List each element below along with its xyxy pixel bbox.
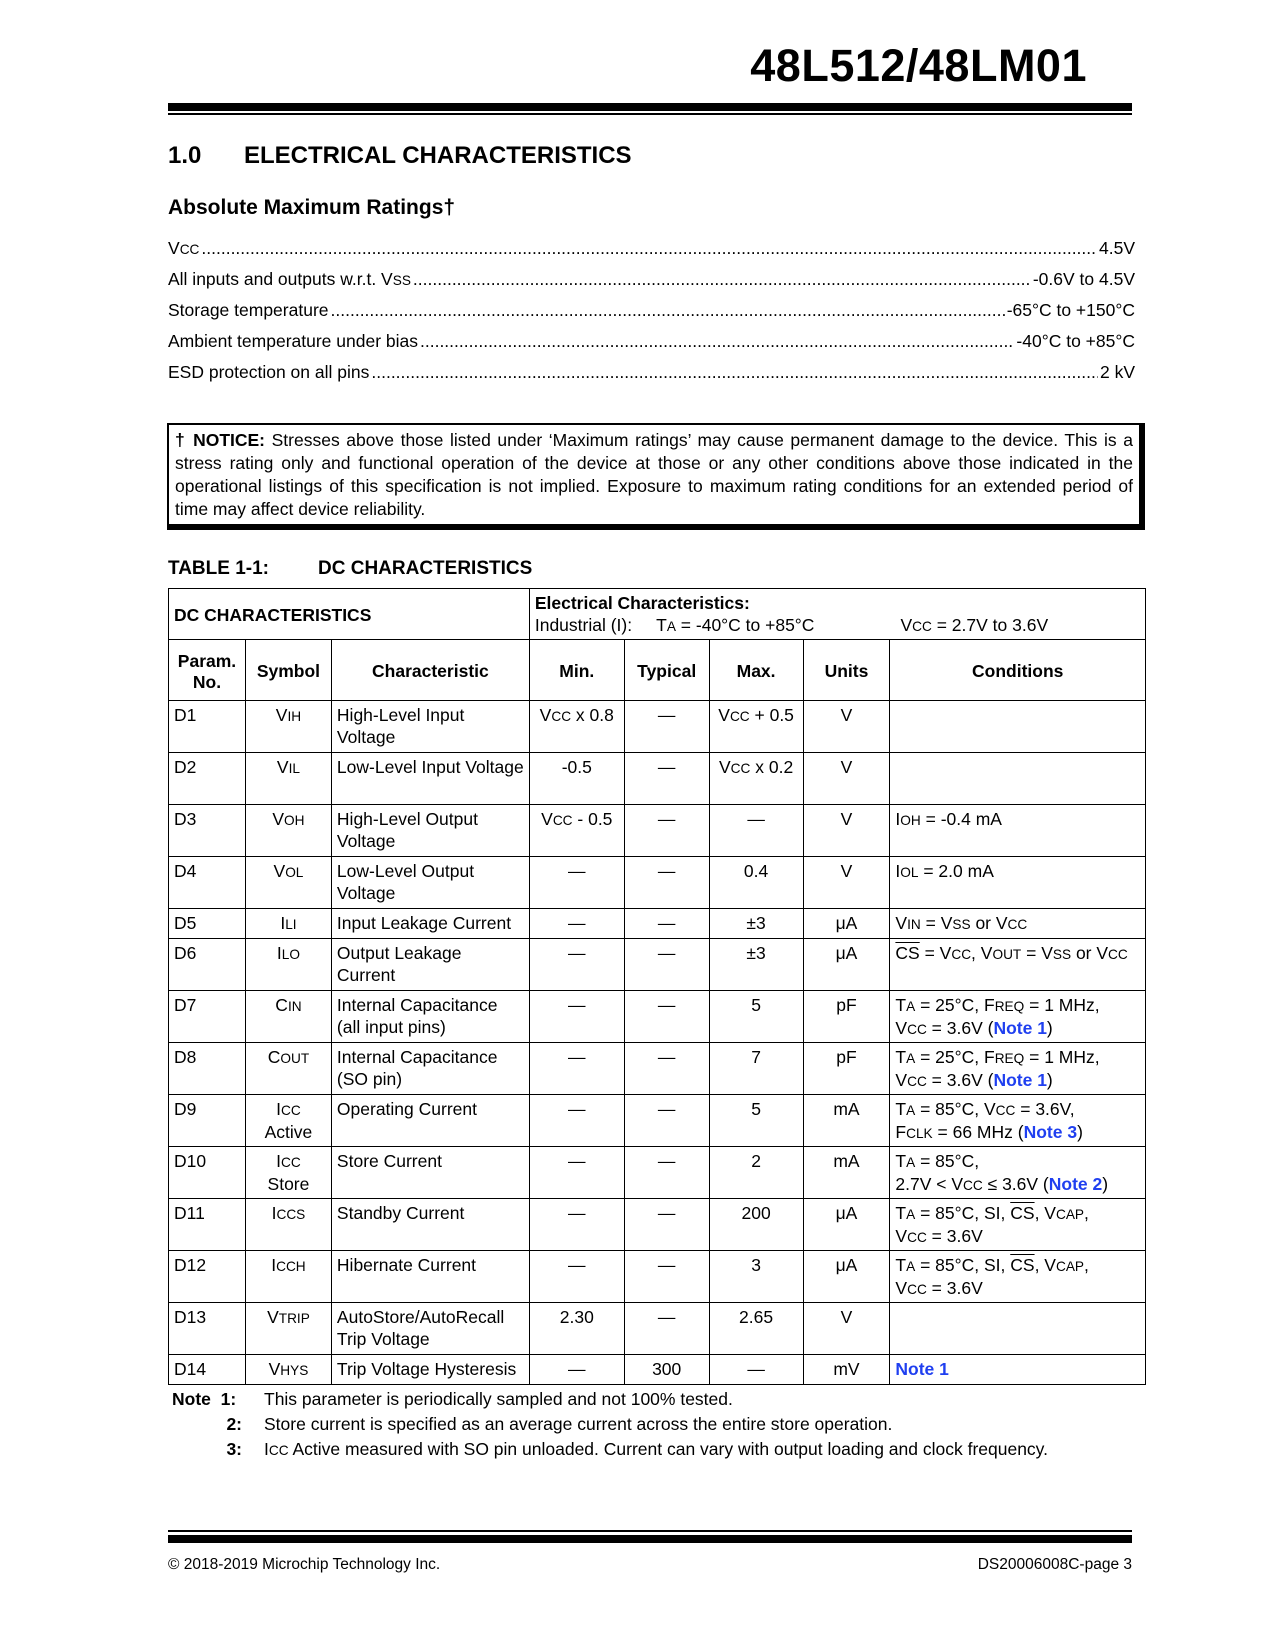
col-max: Max. xyxy=(709,640,803,701)
table-row: D7 CIN Internal Capacitance (all input pins) — — 5 pF TA = 25°C, FREQ = 1 MHz, VCC = 3.6V (Note 1) xyxy=(169,991,1146,1043)
table-row: D11 ICCS Standby Current — — 200 μA TA = 85°C, SI, $\overline{CS}$, VCAP, VCC = 3.6V xyxy=(169,1199,1146,1251)
notice-box xyxy=(167,423,1145,530)
note-item xyxy=(172,1437,1048,1462)
section-number: 1.0 xyxy=(168,142,202,169)
rating-row xyxy=(168,360,1135,391)
table-row: D1 VIH High-Level Input Voltage VCC x 0.8 — VCC + 0.5 V xyxy=(169,701,1146,753)
rating-value: -40°C to +85°C xyxy=(1016,331,1135,351)
note-number: 3: xyxy=(226,1439,242,1459)
note-label: Note 1: xyxy=(172,1389,237,1409)
dot-leader xyxy=(420,329,1014,353)
col-symbol: Symbol xyxy=(245,640,331,701)
rating-label: Storage temperature xyxy=(168,300,329,320)
rating-value: -0.6V to 4.5V xyxy=(1032,269,1135,289)
rating-row xyxy=(168,329,1135,360)
note-link[interactable]: Note 1 xyxy=(993,1017,1047,1038)
table-row: D10 ICC Store Store Current — — 2 mA TA = 85°C, 2.7V < VCC ≤ 3.6V (Note 2) xyxy=(169,1147,1146,1199)
table-number: TABLE 1-1: xyxy=(168,558,269,579)
col-units: Units xyxy=(803,640,890,701)
table-row: D5 ILI Input Leakage Current — — ±3 μA VIN = VSS or VCC xyxy=(169,909,1146,939)
rating-value: 4.5V xyxy=(1099,238,1135,258)
note-item xyxy=(172,1412,1048,1437)
footer-rule-thick xyxy=(168,1535,1132,1543)
document-title: 48L512/48LM01 xyxy=(750,40,1087,91)
table-row: D3 VOH High-Level Output Voltage VCC - 0.5 — — V IOH = -0.4 mA xyxy=(169,805,1146,857)
rating-value: 2 kV xyxy=(1099,362,1135,382)
section-heading xyxy=(168,142,632,170)
table-row: D8 COUT Internal Capacitance (SO pin) — — 7 pF TA = 25°C, FREQ = 1 MHz, VCC = 3.6V (Note 1) xyxy=(169,1043,1146,1095)
table-row: D6 ILO Output Leakage Current — — ±3 μA $\overline{CS}$ = VCC, VOUT = VSS or VCC xyxy=(169,939,1146,991)
rating-label: All inputs and outputs w.r.t. VSS xyxy=(168,269,411,289)
ratings-list xyxy=(168,236,1135,391)
col-typical: Typical xyxy=(624,640,709,701)
col-characteristic: Characteristic xyxy=(331,640,529,701)
header-rule-thin xyxy=(168,113,1132,115)
table-row: D12 ICCH Hibernate Current — — 3 μA TA = 85°C, SI, $\overline{CS}$, VCAP, VCC = 3.6V xyxy=(169,1251,1146,1303)
header-rule-thick xyxy=(168,103,1132,111)
rating-row xyxy=(168,236,1135,267)
col-min: Min. xyxy=(529,640,624,701)
footer-rule-thin xyxy=(168,1530,1132,1532)
table-row: D9 ICC Active Operating Current — — 5 mA TA = 85°C, VCC = 3.6V, FCLK = 66 MHz (Note 3) xyxy=(169,1095,1146,1147)
rating-label: VCC xyxy=(168,238,200,258)
table-row: D14 VHYS Trip Voltage Hysteresis — 300 — mV Note 1 xyxy=(169,1355,1146,1385)
notice-text: Stresses above those listed under ‘Maximum ratings’ may cause permanent damage to the device. This is a stress rating only and functional operation of the device at those or any other conditions above those indicated in the operational listings of this specification is not implied. Exposure to maximum rating conditions for an extended period of time may affect device reliability. xyxy=(175,430,1133,519)
col-param: Param. No. xyxy=(169,640,246,701)
note-link[interactable]: Note 1 xyxy=(993,1069,1047,1090)
dot-leader xyxy=(331,298,1005,322)
header-left: DC CHARACTERISTICS xyxy=(169,589,530,640)
note-item xyxy=(172,1387,1048,1412)
note-text: ICC Active measured with SO pin unloaded. Current can vary with output loading and clock frequency. xyxy=(264,1439,1048,1459)
table-row: D2 VIL Low-Level Input Voltage -0.5 — VCC x 0.2 V xyxy=(169,753,1146,805)
rating-label: Ambient temperature under bias xyxy=(168,331,418,351)
note-text: This parameter is periodically sampled and not 100% tested. xyxy=(264,1389,733,1409)
note-link[interactable]: Note 3 xyxy=(1023,1121,1078,1142)
section-title: ELECTRICAL CHARACTERISTICS xyxy=(244,142,632,169)
rating-row xyxy=(168,298,1135,329)
header-right: Electrical Characteristics: Industrial (I): TA = -40°C to +85°C VCC = 2.7V to 3.6V xyxy=(529,589,1145,640)
note-text: Store current is specified as an average current across the entire store operation. xyxy=(264,1414,893,1434)
table-notes xyxy=(172,1387,1048,1462)
table-header-row xyxy=(169,589,1146,640)
rating-label: ESD protection on all pins xyxy=(168,362,370,382)
dot-leader xyxy=(371,360,1098,384)
table-row: D4 VOL Low-Level Output Voltage — — 0.4 V IOL = 2.0 mA xyxy=(169,857,1146,909)
ratings-heading: Absolute Maximum Ratings† xyxy=(168,196,456,219)
notice-label: † NOTICE: xyxy=(175,430,266,450)
note-number: 2: xyxy=(226,1414,242,1434)
rating-value: -65°C to +150°C xyxy=(1006,300,1135,320)
table-row: D13 VTRIP AutoStore/AutoRecall Trip Voltage 2.30 — 2.65 V xyxy=(169,1303,1146,1355)
note-link[interactable]: Note 1 xyxy=(895,1359,949,1379)
column-header-row xyxy=(169,640,1146,701)
table-title: DC CHARACTERISTICS xyxy=(318,558,533,579)
table-caption xyxy=(168,558,532,580)
footer-page-number: DS20006008C-page 3 xyxy=(977,1556,1132,1573)
col-conditions: Conditions xyxy=(890,640,1146,701)
dot-leader xyxy=(413,267,1031,291)
dot-leader xyxy=(201,236,1097,260)
footer-copyright: © 2018-2019 Microchip Technology Inc. xyxy=(168,1556,441,1573)
note-link[interactable]: Note 2 xyxy=(1048,1173,1103,1194)
dc-characteristics-table xyxy=(168,588,1146,1385)
rating-row xyxy=(168,267,1135,298)
